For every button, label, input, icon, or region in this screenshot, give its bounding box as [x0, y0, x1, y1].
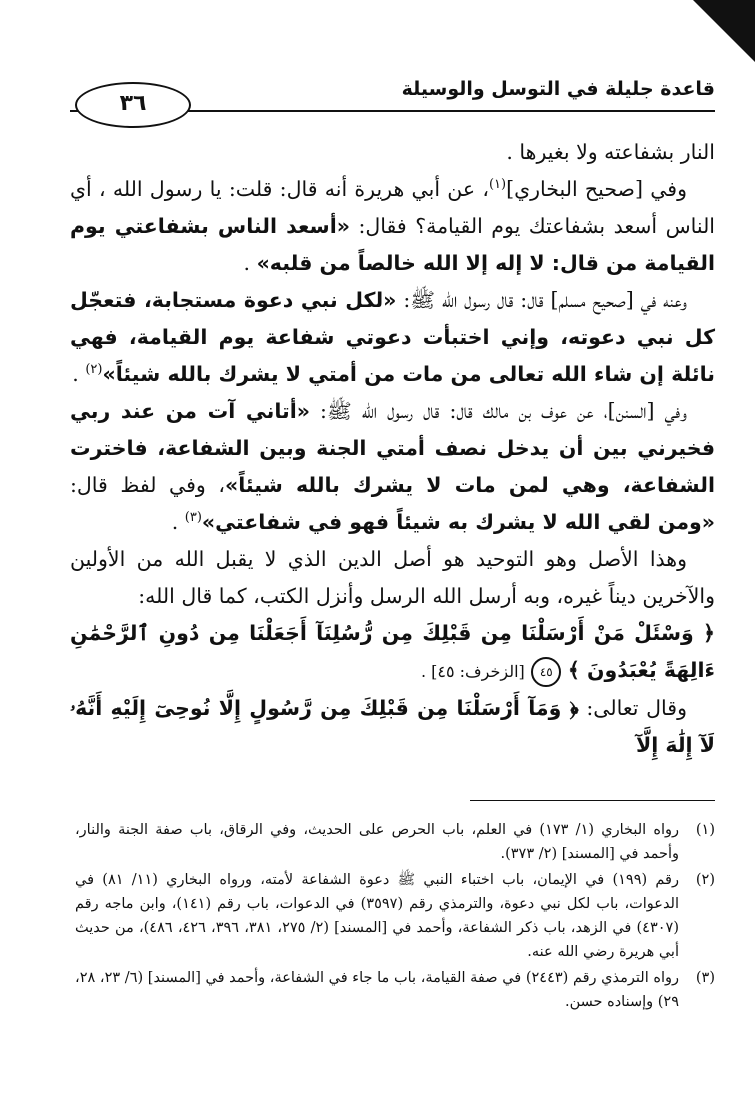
- paragraph-1-text: النار بشفاعته ولا بغيرها .: [506, 140, 715, 164]
- paragraph-7: [70, 690, 715, 764]
- paragraph-1: [70, 134, 715, 171]
- footnote-number: (١): [695, 822, 715, 838]
- footnote-text: رواه الترمذي رقم (٢٤٤٣) في صفة القيامة، باب ما جاء في الشفاعة، وأحمد في [المسند] (٦/ ٢٣، ٢٨، ٢٩) وإسناده حسن.: [75, 970, 680, 1010]
- hadith-quote-2: «لكل نبي دعوة مستجابة، فتعجّل كل نبي دعوته، وإني اختبأت دعوتي شفاعة يوم القيامة، فهي نائلة إن شاء الله تعالى من مات من أمتي لا يشرك بالله شيئاً»: [70, 288, 715, 386]
- footnote-ref-3[interactable]: (٣): [184, 510, 202, 526]
- footnote-ref-1[interactable]: (١): [488, 177, 507, 193]
- paragraph-2: [70, 171, 715, 282]
- footnotes: [75, 818, 715, 1016]
- footnote-number: (٢): [695, 872, 715, 888]
- footnote-ref-2[interactable]: (٢): [85, 362, 103, 378]
- paragraph-4: [70, 393, 715, 541]
- surah-citation: [الزخرف: ٤٥] .: [420, 662, 525, 681]
- p2-intro: وفي [صحيح البخاري]: [506, 177, 687, 201]
- main-text: [70, 134, 715, 764]
- ayah-number-marker: ٤٥: [531, 657, 561, 687]
- footnote-3: [75, 966, 715, 1014]
- page-number: ٣٦: [75, 82, 191, 128]
- corner-tab: [693, 0, 755, 62]
- quran-verse-1: [70, 615, 715, 690]
- p7-intro: وقال تعالى:: [578, 696, 687, 720]
- footnote-1: [75, 818, 715, 866]
- p4-intro: وفي [السنن]، عن عوف بن مالك قال: قال رسول الله ﷺ:: [310, 399, 688, 423]
- page-header: [70, 72, 715, 122]
- running-title: قاعدة جليلة في التوسل والوسيلة: [401, 78, 715, 100]
- p4-end: .: [171, 510, 185, 534]
- footnote-number: (٣): [695, 970, 715, 986]
- paragraph-5: [70, 541, 715, 615]
- paragraph-3: [70, 282, 715, 393]
- p3-end: .: [72, 362, 86, 386]
- p2-end: .: [243, 251, 257, 275]
- hadith-quote-3: «أتاني آت من عند ربي فخيرني بين أن يدخل نصف أمتي الجنة وبين الشفاعة، فاخترت الشفاعة، وهي لمن مات لا يشرك بالله شيئاً»: [70, 399, 716, 497]
- quran-text-2: ﴿ وَمَآ أَرْسَلْنَا مِن قَبْلِكَ مِن رَّسُولٍ إِلَّا نُوحِىٓ إِلَيْهِ أَنَّهُۥ لَآ إِلَٰهَ إِلَّآ: [70, 696, 715, 757]
- footnote-text: رقم (١٩٩) في الإيمان، باب اختباء النبي ﷺ دعوة الشفاعة لأمته، ورواه البخاري (١١/ ٨١) في الدعوات، باب لكل نبي دعوة، والترمذي رقم (٣٥٩٧) في الدعوات، باب رقم (١٤١)، وابن ماجه رقم (٤٣٠٧) في الزهد، باب ذكر الشفاعة، وأحمد في [المسند] (٢/ ٢٧٥، ٣٨١، ٣٩٦، ٤٢٦، ٤٨٦)، من حديث أبي هريرة رضي الله عنه.: [75, 872, 679, 960]
- p2-text: ، عن أبي هريرة أنه قال: قلت: يا رسول الله ، أي الناس أسعد بشفاعتك يوم القيامة؟ فقال:: [70, 177, 716, 238]
- footnote-text: رواه البخاري (١/ ١٧٣) في العلم، باب الحرص على الحديث، وفي الرقاق، باب صفة الجنة والنار، وأحمد في [المسند] (٢/ ٣٧٣).: [75, 822, 680, 862]
- quran-text-1: ﴿ وَسْئَلْ مَنْ أَرْسَلْنَا مِن قَبْلِكَ مِن رُّسُلِنَآ أَجَعَلْنَا مِن دُونِ ٱلرَّحْمَٰنِ ءَالِهَةً يُعْبَدُونَ ﴾: [70, 621, 715, 682]
- paragraph-5-text: وهذا الأصل وهو التوحيد هو أصل الدين الذي لا يقبل الله من الأولين والآخرين ديناً غيره، وبه أرسل الله الرسل وأنزل الكتب، كما قال الله:: [70, 547, 715, 608]
- p3-intro: وعنه في [صحيح مسلم] قال: قال رسول الله ﷺ:: [396, 288, 687, 312]
- hadith-quote-1: «أسعد الناس بشفاعتي يوم القيامة من قال: لا إله إلا الله خالصاً من قلبه»: [70, 214, 715, 275]
- footnote-2: [75, 868, 715, 964]
- footnote-separator: [470, 800, 715, 801]
- p4-text: ، وفي لفظ قال:: [70, 473, 225, 497]
- hadith-quote-4: «ومن لقي الله لا يشرك به شيئاً فهو في شفاعتي»: [201, 510, 715, 534]
